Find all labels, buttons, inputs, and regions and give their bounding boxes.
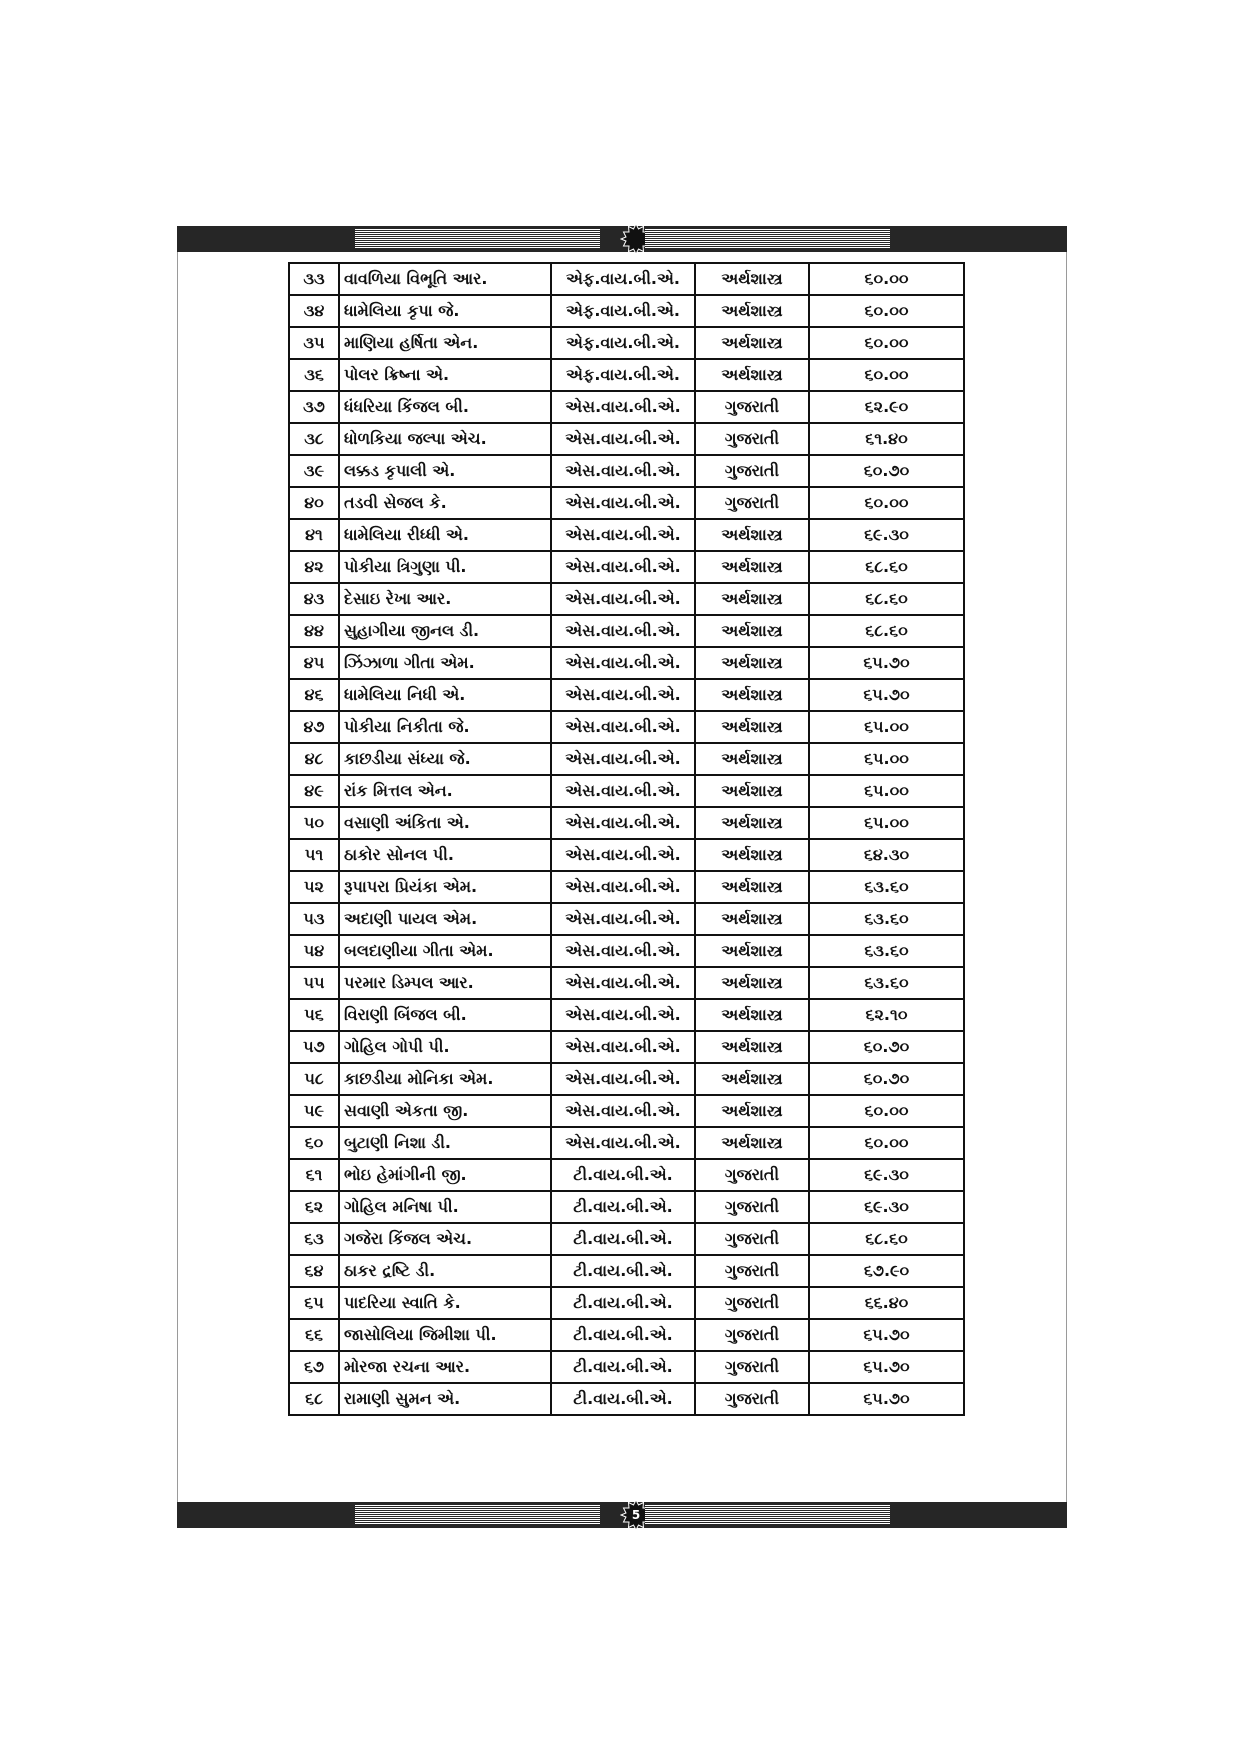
percentage-cell: ૬૦.૦૦ <box>809 1127 964 1159</box>
student-name-cell: વિરાણી બિંજલ બી. <box>339 999 551 1031</box>
serial-number-cell: ૬૬ <box>289 1319 339 1351</box>
table-row <box>289 327 964 359</box>
percentage-cell: ૬૬.૪૦ <box>809 1287 964 1319</box>
percentage-cell: ૬૦.૦૦ <box>809 359 964 391</box>
subject-cell: ગુજરાતી <box>695 391 809 423</box>
student-name-cell: ગોહિલ ગોપી પી. <box>339 1031 551 1063</box>
serial-number-cell: ૫૨ <box>289 871 339 903</box>
serial-number-cell: ૬૭ <box>289 1351 339 1383</box>
subject-cell: ગુજરાતી <box>695 1287 809 1319</box>
percentage-cell: ૬૦.૦૦ <box>809 263 964 295</box>
class-cell: એફ.વાય.બી.એ. <box>551 295 695 327</box>
subject-cell: અર્થશાસ્ત્ર <box>695 839 809 871</box>
table-row <box>289 839 964 871</box>
percentage-cell: ૬૦.૦૦ <box>809 327 964 359</box>
subject-cell: ગુજરાતી <box>695 487 809 519</box>
subject-cell: અર્થશાસ્ત્ર <box>695 871 809 903</box>
table-row <box>289 1287 964 1319</box>
student-name-cell: કાછડીયા સંધ્યા જે. <box>339 743 551 775</box>
class-cell: એસ.વાય.બી.એ. <box>551 391 695 423</box>
percentage-cell: ૬૦.૭૦ <box>809 455 964 487</box>
class-cell: ટી.વાય.બી.એ. <box>551 1319 695 1351</box>
class-cell: એસ.વાય.બી.એ. <box>551 487 695 519</box>
percentage-cell: ૬૫.૭૦ <box>809 1383 964 1415</box>
class-cell: એસ.વાય.બી.એ. <box>551 903 695 935</box>
table-row <box>289 1319 964 1351</box>
table-row <box>289 455 964 487</box>
serial-number-cell: ૫૬ <box>289 999 339 1031</box>
serial-number-cell: ૪૫ <box>289 647 339 679</box>
class-cell: ટી.વાય.બી.એ. <box>551 1255 695 1287</box>
table-row <box>289 679 964 711</box>
table-row <box>289 871 964 903</box>
table-row <box>289 807 964 839</box>
subject-cell: અર્થશાસ્ત્ર <box>695 999 809 1031</box>
percentage-cell: ૬૮.૬૦ <box>809 551 964 583</box>
class-cell: એસ.વાય.બી.એ. <box>551 871 695 903</box>
serial-number-cell: ૬૨ <box>289 1191 339 1223</box>
class-cell: એસ.વાય.બી.એ. <box>551 743 695 775</box>
serial-number-cell: ૫૪ <box>289 935 339 967</box>
serial-number-cell: ૬૧ <box>289 1159 339 1191</box>
percentage-cell: ૬૩.૬૦ <box>809 935 964 967</box>
subject-cell: અર્થશાસ્ત્ર <box>695 1063 809 1095</box>
subject-cell: અર્થશાસ્ત્ર <box>695 1031 809 1063</box>
subject-cell: અર્થશાસ્ત્ર <box>695 615 809 647</box>
class-cell: એસ.વાય.બી.એ. <box>551 935 695 967</box>
class-cell: ટી.વાય.બી.એ. <box>551 1287 695 1319</box>
class-cell: એસ.વાય.બી.એ. <box>551 999 695 1031</box>
percentage-cell: ૬૮.૬૦ <box>809 615 964 647</box>
serial-number-cell: ૪૬ <box>289 679 339 711</box>
class-cell: એસ.વાય.બી.એ. <box>551 615 695 647</box>
class-cell: ટી.વાય.બી.એ. <box>551 1223 695 1255</box>
student-name-cell: ઝિંઝાળા ગીતા એમ. <box>339 647 551 679</box>
percentage-cell: ૬૯.૩૦ <box>809 1191 964 1223</box>
footer-stripes-left <box>355 1505 600 1525</box>
footer-bar <box>177 1502 1067 1528</box>
serial-number-cell: ૪૧ <box>289 519 339 551</box>
serial-number-cell: ૩૯ <box>289 455 339 487</box>
serial-number-cell: ૩૭ <box>289 391 339 423</box>
class-cell: એસ.વાય.બી.એ. <box>551 455 695 487</box>
table-row <box>289 391 964 423</box>
serial-number-cell: ૬૦ <box>289 1127 339 1159</box>
class-cell: એસ.વાય.બી.એ. <box>551 1127 695 1159</box>
subject-cell: અર્થશાસ્ત્ર <box>695 583 809 615</box>
subject-cell: અર્થશાસ્ત્ર <box>695 263 809 295</box>
subject-cell: ગુજરાતી <box>695 1191 809 1223</box>
header-bar <box>177 226 1067 252</box>
student-name-cell: ઠાકોર સોનલ પી. <box>339 839 551 871</box>
student-name-cell: અદાણી પાયલ એમ. <box>339 903 551 935</box>
class-cell: ટી.વાય.બી.એ. <box>551 1351 695 1383</box>
student-name-cell: પોકીયા ત્રિગુણા પી. <box>339 551 551 583</box>
student-name-cell: ગોહિલ મનિષા પી. <box>339 1191 551 1223</box>
serial-number-cell: ૩૬ <box>289 359 339 391</box>
student-name-cell: ધામેલિયા કૃપા જે. <box>339 295 551 327</box>
results-table-body <box>289 263 964 1415</box>
serial-number-cell: ૫૯ <box>289 1095 339 1127</box>
percentage-cell: ૬૮.૬૦ <box>809 583 964 615</box>
class-cell: એસ.વાય.બી.એ. <box>551 1095 695 1127</box>
percentage-cell: ૬૦.૦૦ <box>809 1095 964 1127</box>
student-name-cell: રાંક મિત્તલ એન. <box>339 775 551 807</box>
table-row <box>289 1095 964 1127</box>
table-row <box>289 487 964 519</box>
percentage-cell: ૬૫.૭૦ <box>809 1351 964 1383</box>
percentage-cell: ૬૦.૭૦ <box>809 1063 964 1095</box>
student-name-cell: ધામેલિયા રીધ્ધી એ. <box>339 519 551 551</box>
student-name-cell: ધોળકિયા જલ્પા એચ. <box>339 423 551 455</box>
percentage-cell: ૬૫.૦૦ <box>809 711 964 743</box>
results-table <box>288 262 965 1416</box>
student-name-cell: સવાણી એકતા જી. <box>339 1095 551 1127</box>
subject-cell: ગુજરાતી <box>695 1383 809 1415</box>
class-cell: એસ.વાય.બી.એ. <box>551 519 695 551</box>
serial-number-cell: ૪૩ <box>289 583 339 615</box>
class-cell: એસ.વાય.બી.એ. <box>551 551 695 583</box>
class-cell: એસ.વાય.બી.એ. <box>551 775 695 807</box>
student-name-cell: વસાણી અંકિતા એ. <box>339 807 551 839</box>
percentage-cell: ૬૫.૭૦ <box>809 1319 964 1351</box>
subject-cell: ગુજરાતી <box>695 1159 809 1191</box>
percentage-cell: ૬૫.૭૦ <box>809 647 964 679</box>
table-row <box>289 423 964 455</box>
class-cell: એફ.વાય.બી.એ. <box>551 327 695 359</box>
subject-cell: અર્થશાસ્ત્ર <box>695 679 809 711</box>
subject-cell: અર્થશાસ્ત્ર <box>695 519 809 551</box>
table-row <box>289 1223 964 1255</box>
serial-number-cell: ૪૭ <box>289 711 339 743</box>
student-name-cell: પરમાર ડિમ્પલ આર. <box>339 967 551 999</box>
class-cell: એસ.વાય.બી.એ. <box>551 967 695 999</box>
serial-number-cell: ૩૮ <box>289 423 339 455</box>
subject-cell: અર્થશાસ્ત્ર <box>695 967 809 999</box>
student-name-cell: ધામેલિયા નિધી એ. <box>339 679 551 711</box>
student-name-cell: વાવળિયા વિભૂતિ આર. <box>339 263 551 295</box>
percentage-cell: ૬૩.૬૦ <box>809 871 964 903</box>
percentage-cell: ૬૧.૪૦ <box>809 423 964 455</box>
student-name-cell: બલદાણીયા ગીતા એમ. <box>339 935 551 967</box>
percentage-cell: ૬૯.૩૦ <box>809 1159 964 1191</box>
percentage-cell: ૬૦.૦૦ <box>809 295 964 327</box>
percentage-cell: ૬૩.૬૦ <box>809 967 964 999</box>
student-name-cell: જાસોલિયા જિમીશા પી. <box>339 1319 551 1351</box>
serial-number-cell: ૬૪ <box>289 1255 339 1287</box>
percentage-cell: ૬૦.૭૦ <box>809 1031 964 1063</box>
subject-cell: ગુજરાતી <box>695 455 809 487</box>
student-name-cell: મોરજા રચના આર. <box>339 1351 551 1383</box>
table-row <box>289 711 964 743</box>
class-cell: એસ.વાય.બી.એ. <box>551 679 695 711</box>
class-cell: એસ.વાય.બી.એ. <box>551 711 695 743</box>
percentage-cell: ૬૨.૧૦ <box>809 999 964 1031</box>
table-row <box>289 903 964 935</box>
percentage-cell: ૬૭.૯૦ <box>809 1255 964 1287</box>
table-row <box>289 1127 964 1159</box>
percentage-cell: ૬૫.૭૦ <box>809 679 964 711</box>
student-name-cell: પાદરિયા સ્વાતિ કે. <box>339 1287 551 1319</box>
class-cell: એસ.વાય.બી.એ. <box>551 647 695 679</box>
subject-cell: અર્થશાસ્ત્ર <box>695 935 809 967</box>
serial-number-cell: ૩૩ <box>289 263 339 295</box>
student-name-cell: માણિયા હર્ષિતા એન. <box>339 327 551 359</box>
table-row <box>289 743 964 775</box>
subject-cell: ગુજરાતી <box>695 1319 809 1351</box>
serial-number-cell: ૬૮ <box>289 1383 339 1415</box>
subject-cell: ગુજરાતી <box>695 1351 809 1383</box>
subject-cell: અર્થશાસ્ત્ર <box>695 295 809 327</box>
serial-number-cell: ૫૧ <box>289 839 339 871</box>
table-row <box>289 647 964 679</box>
class-cell: એસ.વાય.બી.એ. <box>551 1031 695 1063</box>
subject-cell: ગુજરાતી <box>695 1223 809 1255</box>
class-cell: એસ.વાય.બી.એ. <box>551 583 695 615</box>
table-row <box>289 359 964 391</box>
student-name-cell: ધંધરિયા કિંજલ બી. <box>339 391 551 423</box>
percentage-cell: ૬૯.૩૦ <box>809 519 964 551</box>
student-name-cell: ગજેરા કિંજલ એચ. <box>339 1223 551 1255</box>
serial-number-cell: ૬૩ <box>289 1223 339 1255</box>
student-name-cell: લક્કડ કૃપાલી એ. <box>339 455 551 487</box>
serial-number-cell: ૩૫ <box>289 327 339 359</box>
serial-number-cell: ૪૪ <box>289 615 339 647</box>
table-row <box>289 1191 964 1223</box>
percentage-cell: ૬૫.૦૦ <box>809 807 964 839</box>
table-row <box>289 583 964 615</box>
class-cell: એફ.વાય.બી.એ. <box>551 359 695 391</box>
student-name-cell: ઠાકર દ્રષ્ટિ ડી. <box>339 1255 551 1287</box>
subject-cell: અર્થશાસ્ત્ર <box>695 903 809 935</box>
table-row <box>289 295 964 327</box>
table-row <box>289 1063 964 1095</box>
serial-number-cell: ૫૩ <box>289 903 339 935</box>
footer-stripes-right <box>645 1505 890 1525</box>
serial-number-cell: ૪૮ <box>289 743 339 775</box>
serial-number-cell: ૫૦ <box>289 807 339 839</box>
student-name-cell: પોકીયા નિકીતા જે. <box>339 711 551 743</box>
table-row <box>289 263 964 295</box>
class-cell: એસ.વાય.બી.એ. <box>551 1063 695 1095</box>
student-name-cell: રૂપાપરા પ્રિયંકા એમ. <box>339 871 551 903</box>
student-name-cell: બુટાણી નિશા ડી. <box>339 1127 551 1159</box>
student-name-cell: દેસાઇ રેખા આર. <box>339 583 551 615</box>
table-row <box>289 999 964 1031</box>
subject-cell: અર્થશાસ્ત્ર <box>695 775 809 807</box>
serial-number-cell: ૫૭ <box>289 1031 339 1063</box>
percentage-cell: ૬૫.૦૦ <box>809 743 964 775</box>
class-cell: ટી.વાય.બી.એ. <box>551 1191 695 1223</box>
subject-cell: અર્થશાસ્ત્ર <box>695 1127 809 1159</box>
subject-cell: અર્થશાસ્ત્ર <box>695 807 809 839</box>
table-row <box>289 1159 964 1191</box>
table-row <box>289 1031 964 1063</box>
serial-number-cell: ૬૫ <box>289 1287 339 1319</box>
subject-cell: અર્થશાસ્ત્ર <box>695 359 809 391</box>
subject-cell: અર્થશાસ્ત્ર <box>695 711 809 743</box>
serial-number-cell: ૫૮ <box>289 1063 339 1095</box>
table-row <box>289 615 964 647</box>
subject-cell: અર્થશાસ્ત્ર <box>695 743 809 775</box>
class-cell: એસ.વાય.બી.એ. <box>551 839 695 871</box>
class-cell: એસ.વાય.બી.એ. <box>551 423 695 455</box>
subject-cell: અર્થશાસ્ત્ર <box>695 551 809 583</box>
serial-number-cell: ૩૪ <box>289 295 339 327</box>
table-row <box>289 1383 964 1415</box>
student-name-cell: રામાણી સુમન એ. <box>339 1383 551 1415</box>
table-row <box>289 967 964 999</box>
table-row <box>289 935 964 967</box>
percentage-cell: ૬૮.૬૦ <box>809 1223 964 1255</box>
subject-cell: ગુજરાતી <box>695 423 809 455</box>
student-name-cell: ભોઇ હેમાંગીની જી. <box>339 1159 551 1191</box>
header-stripes-left <box>355 229 600 249</box>
class-cell: એસ.વાય.બી.એ. <box>551 807 695 839</box>
page-number: 5 <box>631 1508 641 1522</box>
table-row <box>289 1255 964 1287</box>
percentage-cell: ૬૪.૩૦ <box>809 839 964 871</box>
subject-cell: અર્થશાસ્ત્ર <box>695 327 809 359</box>
subject-cell: ગુજરાતી <box>695 1255 809 1287</box>
header-stripes-right <box>645 229 890 249</box>
percentage-cell: ૬૫.૦૦ <box>809 775 964 807</box>
student-name-cell: સુહાગીયા જીનલ ડી. <box>339 615 551 647</box>
table-row <box>289 1351 964 1383</box>
table-row <box>289 775 964 807</box>
student-name-cell: તડવી સેજલ કે. <box>339 487 551 519</box>
serial-number-cell: ૪૦ <box>289 487 339 519</box>
serial-number-cell: ૪૯ <box>289 775 339 807</box>
serial-number-cell: ૪૨ <box>289 551 339 583</box>
percentage-cell: ૬૨.૯૦ <box>809 391 964 423</box>
class-cell: ટી.વાય.બી.એ. <box>551 1159 695 1191</box>
subject-cell: અર્થશાસ્ત્ર <box>695 1095 809 1127</box>
class-cell: ટી.વાય.બી.એ. <box>551 1383 695 1415</box>
percentage-cell: ૬૦.૦૦ <box>809 487 964 519</box>
table-row <box>289 551 964 583</box>
subject-cell: અર્થશાસ્ત્ર <box>695 647 809 679</box>
table-row <box>289 519 964 551</box>
student-name-cell: કાછડીયા મોનિકા એમ. <box>339 1063 551 1095</box>
serial-number-cell: ૫૫ <box>289 967 339 999</box>
class-cell: એફ.વાય.બી.એ. <box>551 263 695 295</box>
student-name-cell: પોલર ક્રિષ્ના એ. <box>339 359 551 391</box>
percentage-cell: ૬૩.૬૦ <box>809 903 964 935</box>
